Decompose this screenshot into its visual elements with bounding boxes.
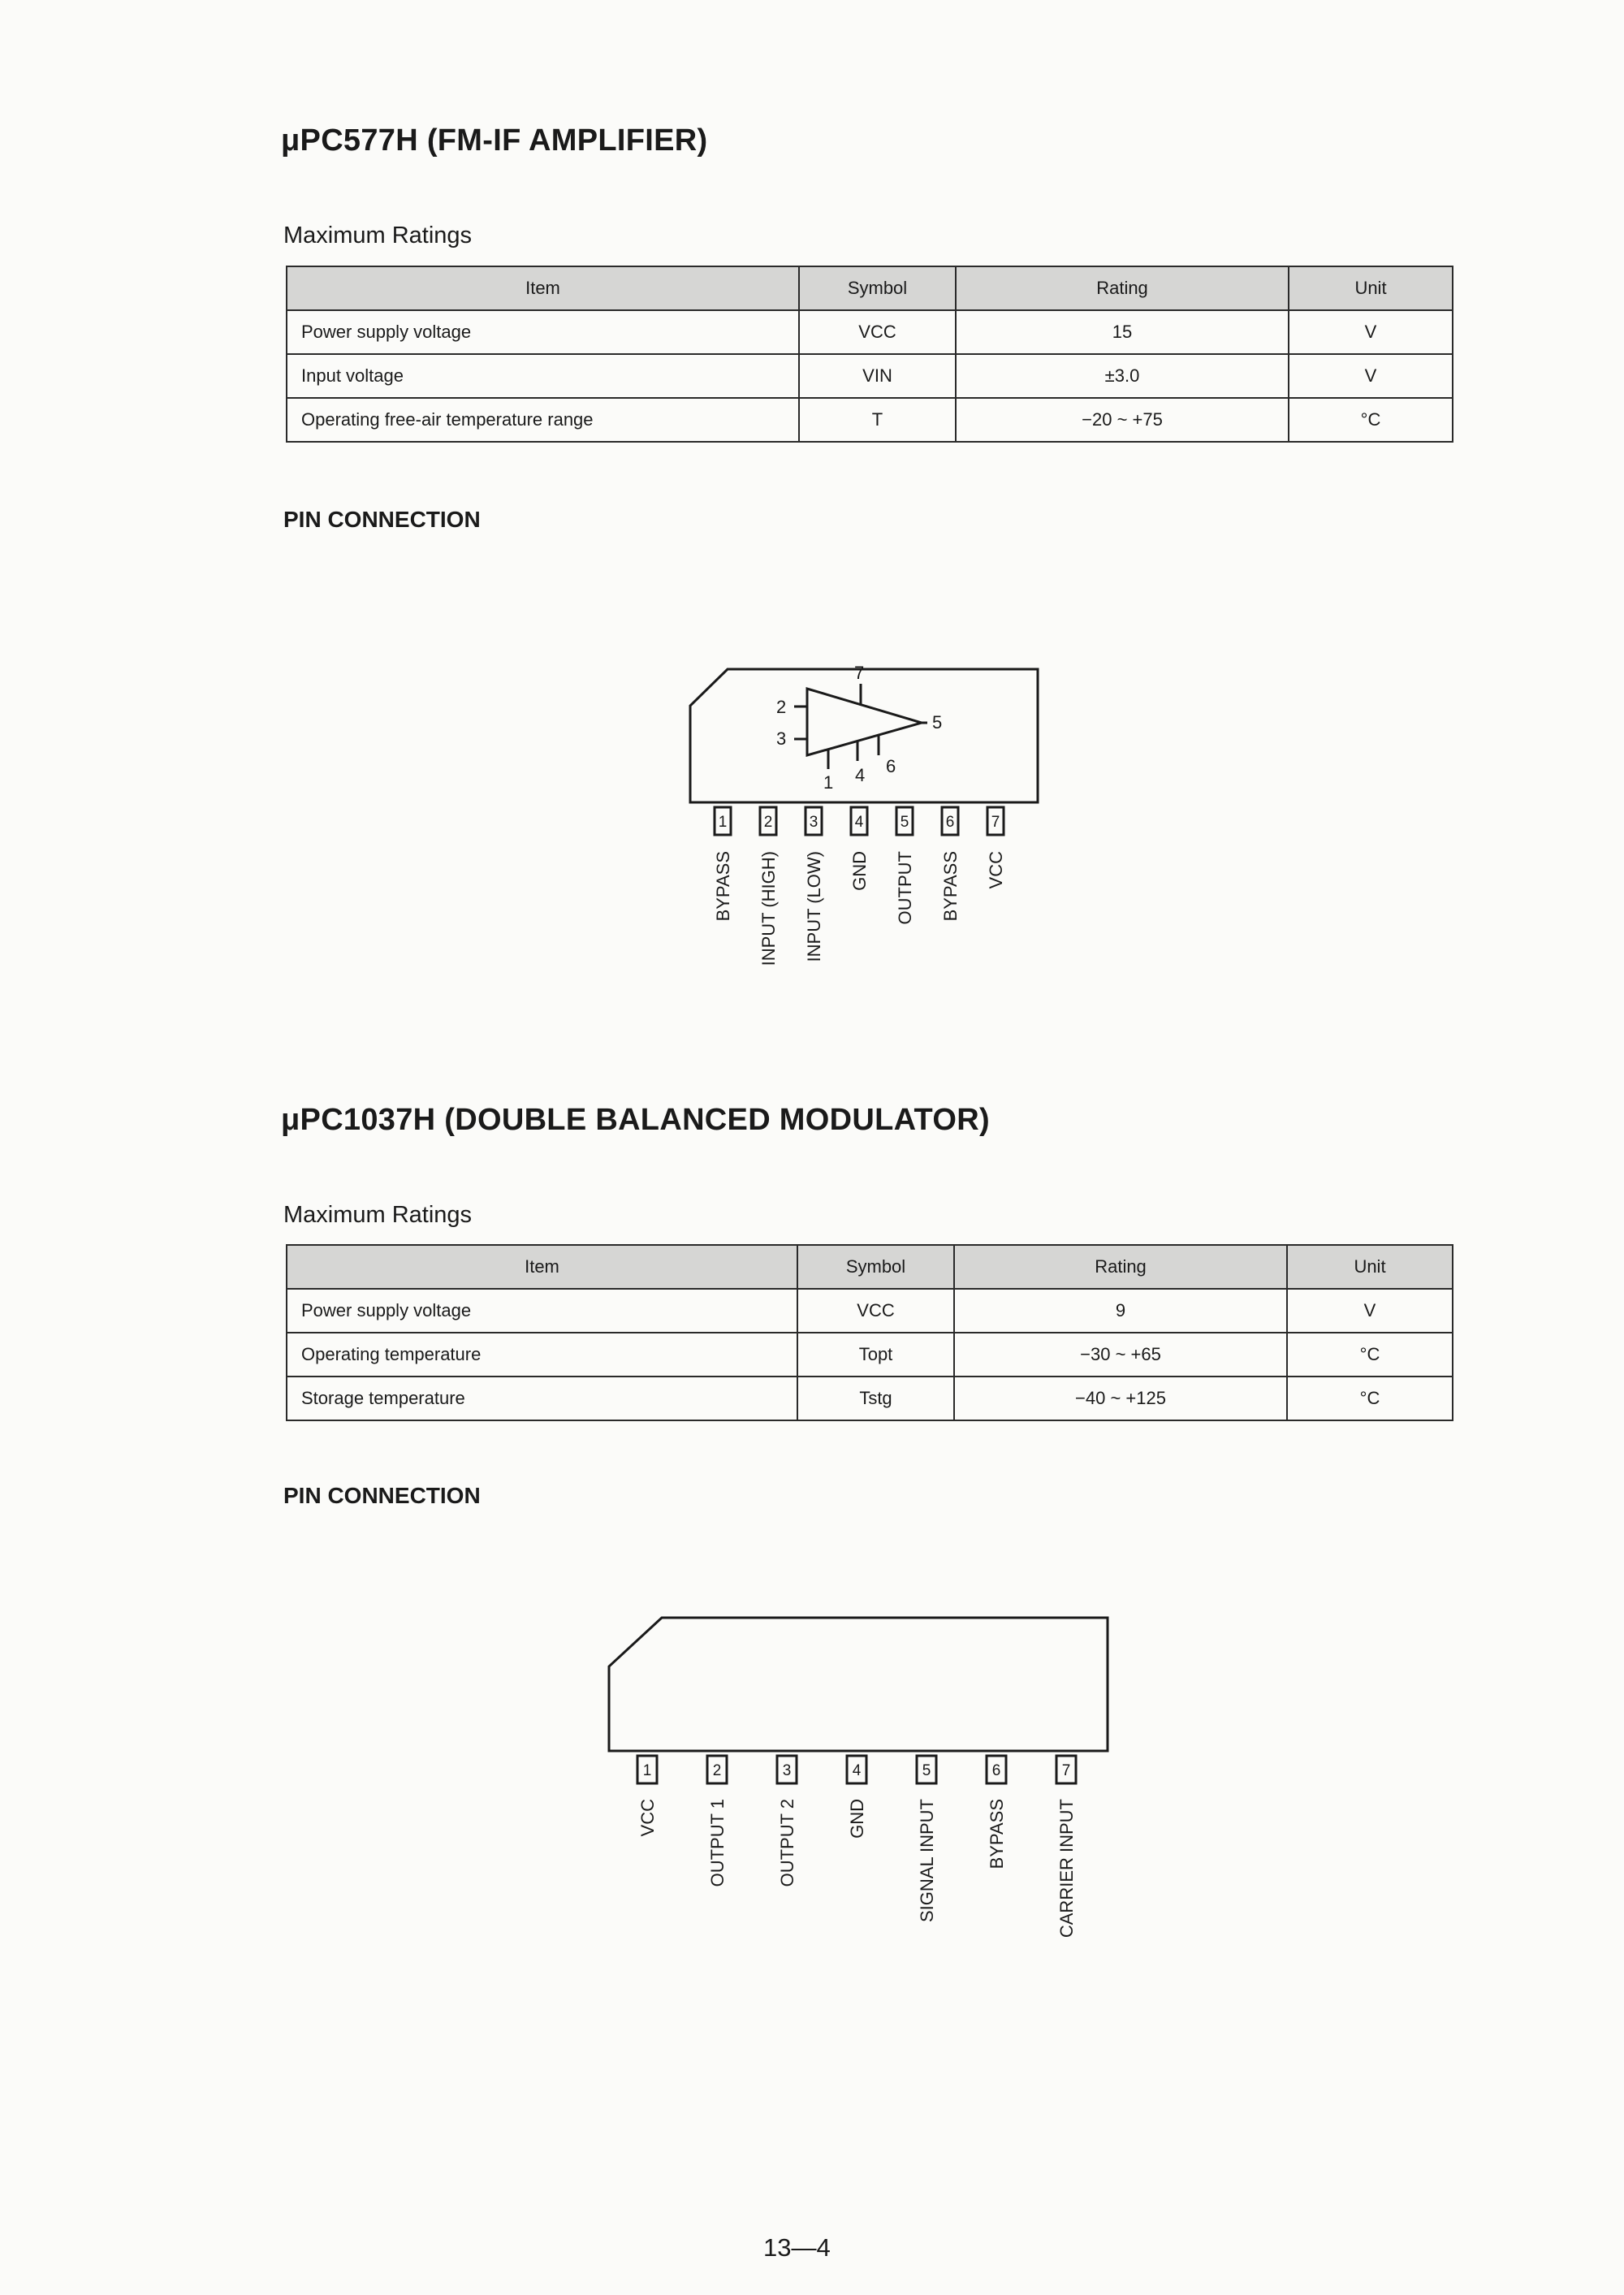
section2-pin-heading: PIN CONNECTION	[283, 1483, 481, 1508]
cell-unit: °C	[1287, 1377, 1453, 1420]
pin-number: 6	[945, 814, 955, 831]
section1-title: μPC577H (FM-IF AMPLIFIER)	[281, 123, 708, 158]
pin-number: 1	[642, 1762, 652, 1779]
pin-number: 7	[1061, 1762, 1071, 1779]
cell-unit: °C	[1287, 1333, 1453, 1377]
cell-item: Input voltage	[287, 354, 799, 398]
symbol-pin-7: 7	[854, 663, 865, 683]
pin-number: 2	[763, 814, 773, 831]
package-outline	[609, 1618, 1108, 1751]
pin-number: 6	[991, 1762, 1001, 1779]
symbol-pin-3: 3	[776, 728, 787, 749]
symbol-pin-1: 1	[823, 772, 834, 793]
pin-label: OUTPUT 1	[707, 1799, 728, 1887]
section2-pin-diagram	[593, 1604, 1121, 1977]
table-row	[287, 1333, 1453, 1377]
cell-item: Operating temperature	[287, 1333, 797, 1377]
pin-number: 2	[712, 1762, 722, 1779]
table-row	[287, 1289, 1453, 1333]
col-header-item: Item	[287, 1245, 797, 1289]
cell-symbol: Topt	[797, 1333, 954, 1377]
pin-label: VCC	[637, 1799, 658, 1837]
cell-item: Operating free-air temperature range	[287, 398, 799, 442]
symbol-pin-2: 2	[776, 697, 787, 717]
section1-pin-heading: PIN CONNECTION	[283, 507, 481, 532]
symbol-pin-6: 6	[886, 756, 896, 776]
symbol-pin-4: 4	[855, 765, 866, 785]
col-header-rating: Rating	[956, 266, 1289, 310]
pin-number: 1	[718, 814, 728, 831]
section1-pin-diagram	[674, 633, 1047, 1007]
section2-ratings-title: Maximum Ratings	[283, 1202, 473, 1228]
col-header-item: Item	[287, 266, 799, 310]
pin-label: VCC	[986, 851, 1006, 889]
table-header-row	[287, 266, 1453, 310]
table-row	[287, 1377, 1453, 1420]
cell-item: Storage temperature	[287, 1377, 797, 1420]
cell-rating: ±3.0	[956, 354, 1289, 398]
col-header-unit: Unit	[1287, 1245, 1453, 1289]
cell-rating: 15	[956, 310, 1289, 354]
col-header-symbol: Symbol	[797, 1245, 954, 1289]
pin-label: BYPASS	[987, 1799, 1007, 1869]
cell-symbol: T	[799, 398, 956, 442]
section1-ratings-table	[286, 266, 1453, 443]
pin-number: 5	[900, 814, 909, 831]
table-row	[287, 354, 1453, 398]
cell-item: Power supply voltage	[287, 1289, 797, 1333]
table-row	[287, 310, 1453, 354]
page-number: 13—4	[763, 2233, 831, 2262]
pin-label: SIGNAL INPUT	[917, 1799, 937, 1922]
cell-unit: V	[1287, 1289, 1453, 1333]
col-header-rating: Rating	[954, 1245, 1287, 1289]
cell-symbol: VCC	[797, 1289, 954, 1333]
cell-rating: −20 ~ +75	[956, 398, 1289, 442]
cell-rating: −40 ~ +125	[954, 1377, 1287, 1420]
col-header-unit: Unit	[1289, 266, 1453, 310]
table-row	[287, 398, 1453, 442]
pin-label: CARRIER INPUT	[1056, 1799, 1077, 1938]
pin-number: 3	[809, 814, 818, 831]
section1-ratings-title: Maximum Ratings	[283, 223, 473, 249]
cell-unit: °C	[1289, 398, 1453, 442]
section2-title: μPC1037H (DOUBLE BALANCED MODULATOR)	[281, 1103, 990, 1137]
cell-symbol: VCC	[799, 310, 956, 354]
cell-rating: 9	[954, 1289, 1287, 1333]
pin-number: 7	[991, 814, 1000, 831]
pin-label: GND	[849, 851, 870, 891]
pin-number: 3	[782, 1762, 792, 1779]
pin-number: 4	[854, 814, 864, 831]
pin-label: BYPASS	[940, 851, 961, 922]
cell-symbol: Tstg	[797, 1377, 954, 1420]
section2-ratings-table	[286, 1244, 1453, 1421]
cell-unit: V	[1289, 354, 1453, 398]
cell-symbol: VIN	[799, 354, 956, 398]
table-header-row	[287, 1245, 1453, 1289]
pin-label: OUTPUT	[895, 851, 915, 925]
cell-item: Power supply voltage	[287, 310, 799, 354]
pin-label: GND	[847, 1799, 867, 1839]
pin-number: 5	[922, 1762, 931, 1779]
pin-number: 4	[852, 1762, 862, 1779]
amplifier-symbol	[807, 689, 922, 755]
col-header-symbol: Symbol	[799, 266, 956, 310]
cell-unit: V	[1289, 310, 1453, 354]
pin-label: BYPASS	[713, 851, 733, 922]
symbol-pin-5: 5	[932, 712, 943, 733]
pin-label: INPUT (LOW)	[804, 851, 824, 962]
pin-label: INPUT (HIGH)	[758, 851, 779, 966]
pin-label: OUTPUT 2	[777, 1799, 797, 1887]
cell-rating: −30 ~ +65	[954, 1333, 1287, 1377]
